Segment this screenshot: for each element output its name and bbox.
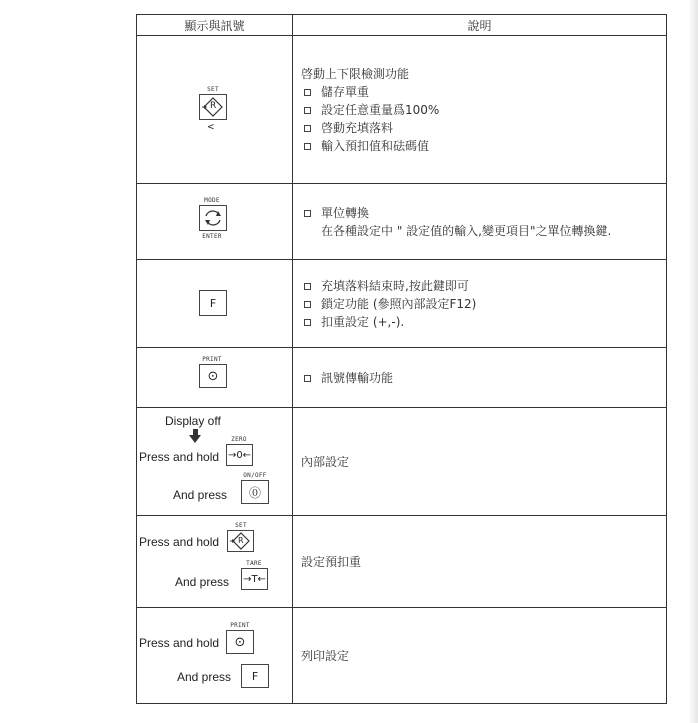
onoff-key: [241, 480, 269, 504]
page-edge-shadow: [688, 0, 698, 723]
mode-key: [199, 205, 227, 231]
print-key-label: PRINT: [202, 356, 222, 363]
print-key-label-2: PRINT: [230, 622, 250, 629]
list-item: 鎖定功能 (參照內部設定F12): [301, 295, 666, 313]
description-cell: [293, 608, 667, 704]
description-cell: [293, 184, 667, 260]
list-item: 儲存單重: [301, 83, 666, 101]
f-key-glyph-2: F: [251, 669, 259, 683]
list-item: 扣重設定 (+,-).: [301, 313, 666, 331]
table-header-row: [137, 15, 667, 36]
f-key-glyph: F: [209, 296, 217, 310]
symbol-cell: [137, 608, 293, 704]
description-cell: [293, 408, 667, 516]
list-item: 訊號傳輸功能: [301, 369, 666, 387]
power-icon: ⓪: [248, 485, 261, 500]
f-key-2: [241, 664, 269, 688]
list-item: 輸入預扣值和砝碼值: [301, 137, 666, 155]
mode-items: [301, 204, 666, 222]
zero-key: [226, 444, 253, 466]
print-key-2: [226, 630, 254, 654]
press-hold-text: Press and hold: [139, 535, 220, 549]
header-description: 說明: [293, 15, 667, 36]
symbol-cell: [137, 36, 293, 184]
display-off-text: Display off: [165, 414, 221, 428]
list-item: 單位轉換: [301, 204, 666, 222]
table-row: [137, 348, 667, 408]
set-key: [199, 94, 227, 120]
symbol-cell: [137, 516, 293, 608]
table-row: [137, 36, 667, 184]
set-key-below: <: [207, 120, 215, 133]
tare-key-glyph: →T←: [243, 573, 266, 585]
cycle-arrows-icon: [202, 207, 224, 229]
down-arrow-icon: [189, 435, 201, 443]
description-cell: [293, 36, 667, 184]
press-hold-text: Press and hold: [139, 450, 220, 464]
print-key: [199, 364, 227, 388]
table-row: [137, 516, 667, 608]
onoff-key-label: ON/OFF: [243, 472, 267, 479]
tare-key-label: TARE: [246, 560, 262, 567]
set-key-label: SET: [207, 86, 219, 93]
set-key-glyph-2: R: [238, 536, 244, 545]
symbol-cell: [137, 184, 293, 260]
symbol-cell: [137, 408, 293, 516]
description-cell: [293, 348, 667, 408]
table-row: [137, 184, 667, 260]
list-item: 設定任意重量爲100%: [301, 101, 666, 119]
mode-key-label: MODE: [204, 197, 220, 204]
print-circle-icon: ⊙: [234, 634, 246, 650]
key-function-table: [136, 14, 667, 704]
table-row: [137, 408, 667, 516]
tare-key: [241, 568, 268, 590]
preset-tare-text: 設定預扣重: [301, 554, 362, 569]
description-cell: [293, 516, 667, 608]
and-press-text: And press: [177, 670, 232, 684]
and-press-text: And press: [173, 488, 228, 502]
symbol-cell: [137, 348, 293, 408]
mode-subline: 在各種設定中 " 設定值的輸入,變更項目"之單位轉換鍵.: [321, 223, 612, 238]
list-item: 啓動充填落料: [301, 119, 666, 137]
symbol-cell: [137, 260, 293, 348]
set-key-glyph: R: [210, 101, 217, 111]
internal-settings-text: 內部設定: [301, 454, 350, 469]
set-key-label-2: SET: [235, 522, 247, 529]
print-items: [301, 369, 666, 387]
description-cell: [293, 260, 667, 348]
print-circle-icon: ⊙: [207, 368, 219, 384]
print-settings-text: 列印設定: [301, 648, 350, 663]
table-row: [137, 608, 667, 704]
and-press-text: And press: [175, 575, 230, 589]
set-items: [301, 83, 666, 155]
enter-key-label: ENTER: [202, 233, 222, 240]
table-row: [137, 260, 667, 348]
set-key-2: [227, 530, 254, 552]
list-item: 充填落料結束時,按此鍵即可: [301, 277, 666, 295]
f-items: [301, 277, 666, 331]
zero-key-label: ZERO: [231, 436, 247, 443]
f-key: [199, 290, 227, 316]
press-hold-text: Press and hold: [139, 636, 220, 650]
header-display-signal: 顯示與訊號: [137, 15, 293, 36]
set-intro: 啓動上下限檢測功能: [301, 66, 410, 81]
zero-key-glyph: →0←: [227, 449, 252, 461]
